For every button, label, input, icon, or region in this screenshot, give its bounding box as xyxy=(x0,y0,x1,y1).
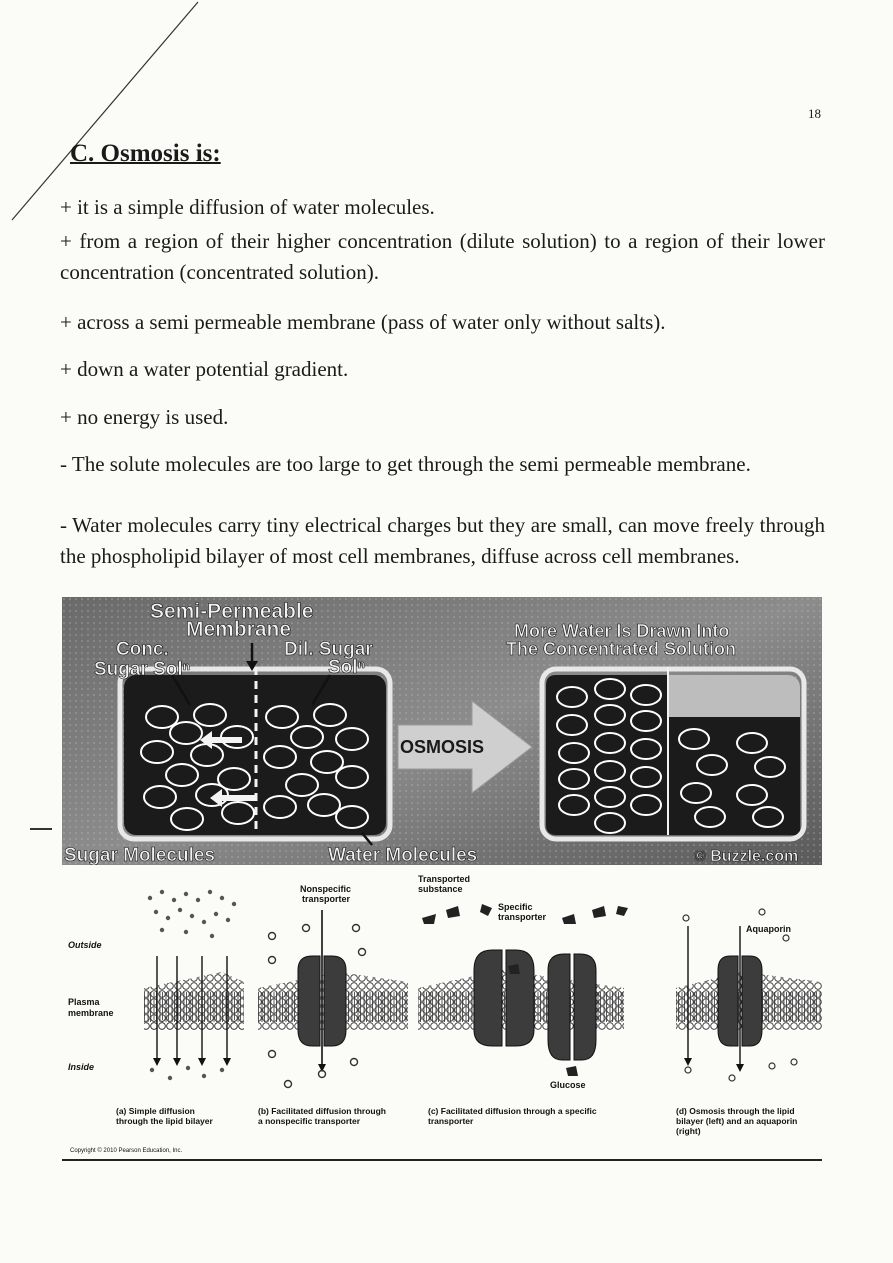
semi-permeable-label: Semi-Permeable xyxy=(150,600,314,623)
specific-label-2: transporter xyxy=(498,912,547,922)
specific-label-1: Specific xyxy=(498,902,533,912)
transported-label-2: substance xyxy=(418,884,463,894)
paragraph-1: + it is a simple diffusion of water molecules. xyxy=(60,195,435,219)
page-number: 18 xyxy=(808,106,821,121)
caption-c-line-2: transporter xyxy=(428,1116,474,1126)
copyright-line: Copyright © 2010 Pearson Education, Inc. xyxy=(70,1148,183,1154)
sugar-soln-label: Sugar Solⁿ xyxy=(94,659,191,680)
bilayer-c xyxy=(418,904,628,1076)
nonspecific-label-2: transporter xyxy=(302,894,351,904)
soln-label: Solⁿ xyxy=(328,657,366,678)
caption-a-line-2: through the lipid bilayer xyxy=(116,1116,213,1126)
bilayer-a xyxy=(144,890,244,1080)
membrane-label: Membrane xyxy=(186,618,292,641)
caption-d-line-1: (d) Osmosis through the lipid xyxy=(676,1106,795,1116)
caption-b-line-1: (b) Facilitated diffusion through xyxy=(258,1106,386,1116)
paragraph-4: + down a water potential gradient. xyxy=(60,357,349,381)
caption-a-line-1: (a) Simple diffusion xyxy=(116,1106,195,1116)
membrane-transport-diagram xyxy=(62,870,825,1170)
sugar-molecules-label: Sugar Molecules xyxy=(64,845,215,865)
aquaporin-label: Aquaporin xyxy=(746,924,791,934)
inside-label: Inside xyxy=(68,1062,95,1072)
plasma-label: Plasma xyxy=(68,997,100,1007)
dil-sugar-label: Dil. Sugar xyxy=(284,639,373,660)
glucose-label: Glucose xyxy=(550,1080,586,1090)
bottom-rule xyxy=(62,1159,822,1161)
nonspecific-label-1: Nonspecific xyxy=(300,884,352,894)
paragraph-6: - The solute molecules are too large to get through the semi permeable membrane. xyxy=(60,452,751,476)
paragraph-7: - Water molecules carry tiny electrical charges but they are small, can move freely through the phospholipid bilayer of most cell membranes, diffuse across cell membranes. xyxy=(60,513,825,568)
membrane-label-2: membrane xyxy=(68,1008,114,1018)
buzzle-credit: © Buzzle.com xyxy=(694,848,799,865)
more-water-label-1: More Water Is Drawn Into xyxy=(514,621,730,641)
caption-d-line-3: (right) xyxy=(676,1126,701,1136)
bilayer-d xyxy=(676,909,822,1081)
outside-label: Outside xyxy=(68,940,102,950)
more-water-label-2: The Concentrated Solution xyxy=(506,639,737,659)
section-heading: C. Osmosis is: xyxy=(70,140,221,167)
margin-dash xyxy=(30,828,52,830)
bilayer-b xyxy=(258,910,408,1088)
conc-label: Conc. xyxy=(116,639,169,660)
paragraph-3: + across a semi permeable membrane (pass of water only without salts). xyxy=(60,310,666,334)
osmosis-label: OSMOSIS xyxy=(399,737,485,757)
paragraph-2: + from a region of their higher concentration (dilute solution) to a region of their lower concentration (concentrated solution). xyxy=(60,229,825,284)
osmosis-beaker-figure xyxy=(62,597,822,865)
caption-d-line-2: bilayer (left) and an aquaporin xyxy=(676,1116,798,1126)
right-beaker xyxy=(542,667,804,839)
caption-b-line-2: a nonspecific transporter xyxy=(258,1116,361,1126)
water-molecules-label: Water Molecules xyxy=(328,845,478,865)
caption-c-line-1: (c) Facilitated diffusion through a specific xyxy=(428,1106,597,1116)
transported-label-1: Transported xyxy=(418,874,471,884)
paragraph-5: + no energy is used. xyxy=(60,405,229,429)
left-beaker xyxy=(120,667,390,839)
